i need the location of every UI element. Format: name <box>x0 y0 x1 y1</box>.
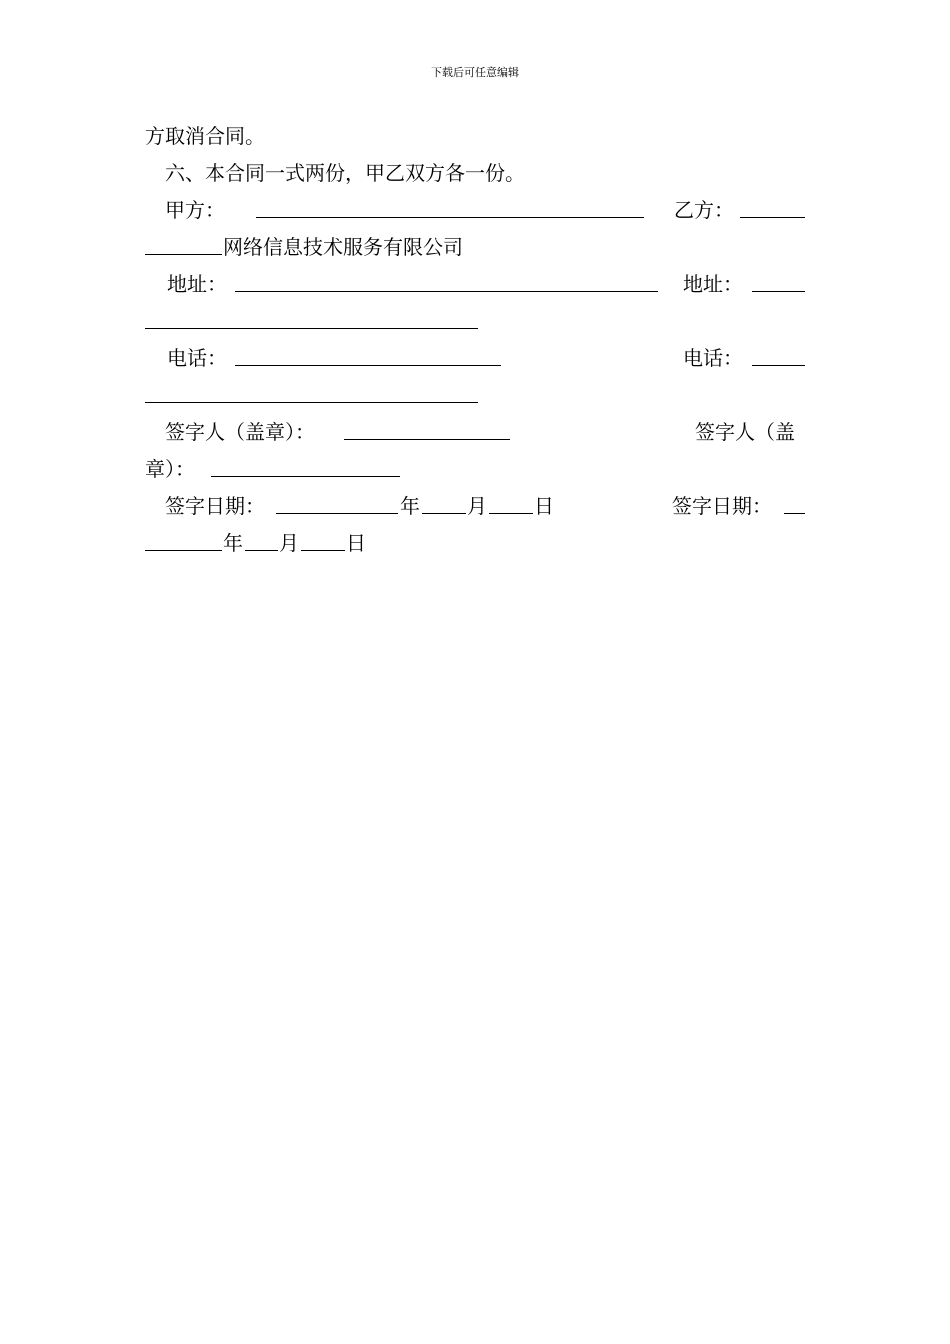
clause-continuation: 方取消合同。 <box>145 124 265 148</box>
party-a-year-blank[interactable] <box>276 513 398 514</box>
party-b-year-label: 年 <box>223 531 243 555</box>
party-a-phone-blank[interactable] <box>235 365 501 366</box>
party-b-label: 乙方： <box>674 198 734 222</box>
party-a-address-label: 地址： <box>167 272 227 296</box>
party-a-date-label: 签字日期： <box>165 494 265 518</box>
party-b-signer-label-part2: 章）： <box>145 457 195 481</box>
party-b-month-blank[interactable] <box>245 550 278 551</box>
party-a-phone-label: 电话： <box>167 346 227 370</box>
party-b-date-label: 签字日期： <box>672 494 772 518</box>
party-b-signer-label-part1: 签字人（盖 <box>695 420 795 444</box>
party-a-signer-label: 签字人（盖章）： <box>165 420 315 444</box>
party-a-month-blank[interactable] <box>422 513 466 514</box>
party-a-address-blank[interactable] <box>235 291 658 292</box>
clause-six: 六、本合同一式两份，甲乙双方各一份。 <box>165 161 525 185</box>
party-a-name-blank[interactable] <box>256 217 644 218</box>
party-a-month-label: 月 <box>467 494 487 518</box>
page-header-note: 下载后可任意编辑 <box>431 66 519 79</box>
party-b-month-label: 月 <box>279 531 299 555</box>
party-a-day-blank[interactable] <box>489 513 533 514</box>
party-b-year-blank-cont[interactable] <box>145 550 222 551</box>
party-b-day-blank[interactable] <box>301 550 345 551</box>
party-b-phone-blank-cont[interactable] <box>145 402 478 403</box>
party-a-day-label: 日 <box>534 494 554 518</box>
party-b-name-blank-cont[interactable] <box>145 254 222 255</box>
party-b-year-blank[interactable] <box>784 513 805 514</box>
party-b-phone-blank[interactable] <box>752 365 805 366</box>
party-b-phone-label: 电话： <box>683 346 743 370</box>
party-b-address-blank-cont[interactable] <box>145 328 478 329</box>
party-b-address-blank[interactable] <box>752 291 805 292</box>
party-b-name-blank[interactable] <box>740 217 805 218</box>
party-b-day-label: 日 <box>346 531 366 555</box>
party-a-label: 甲方： <box>165 198 225 222</box>
party-b-signer-blank[interactable] <box>211 476 400 477</box>
party-b-address-label: 地址： <box>683 272 743 296</box>
party-a-year-label: 年 <box>400 494 420 518</box>
party-a-signer-blank[interactable] <box>344 439 510 440</box>
party-b-company-suffix: 网络信息技术服务有限公司 <box>223 235 463 259</box>
